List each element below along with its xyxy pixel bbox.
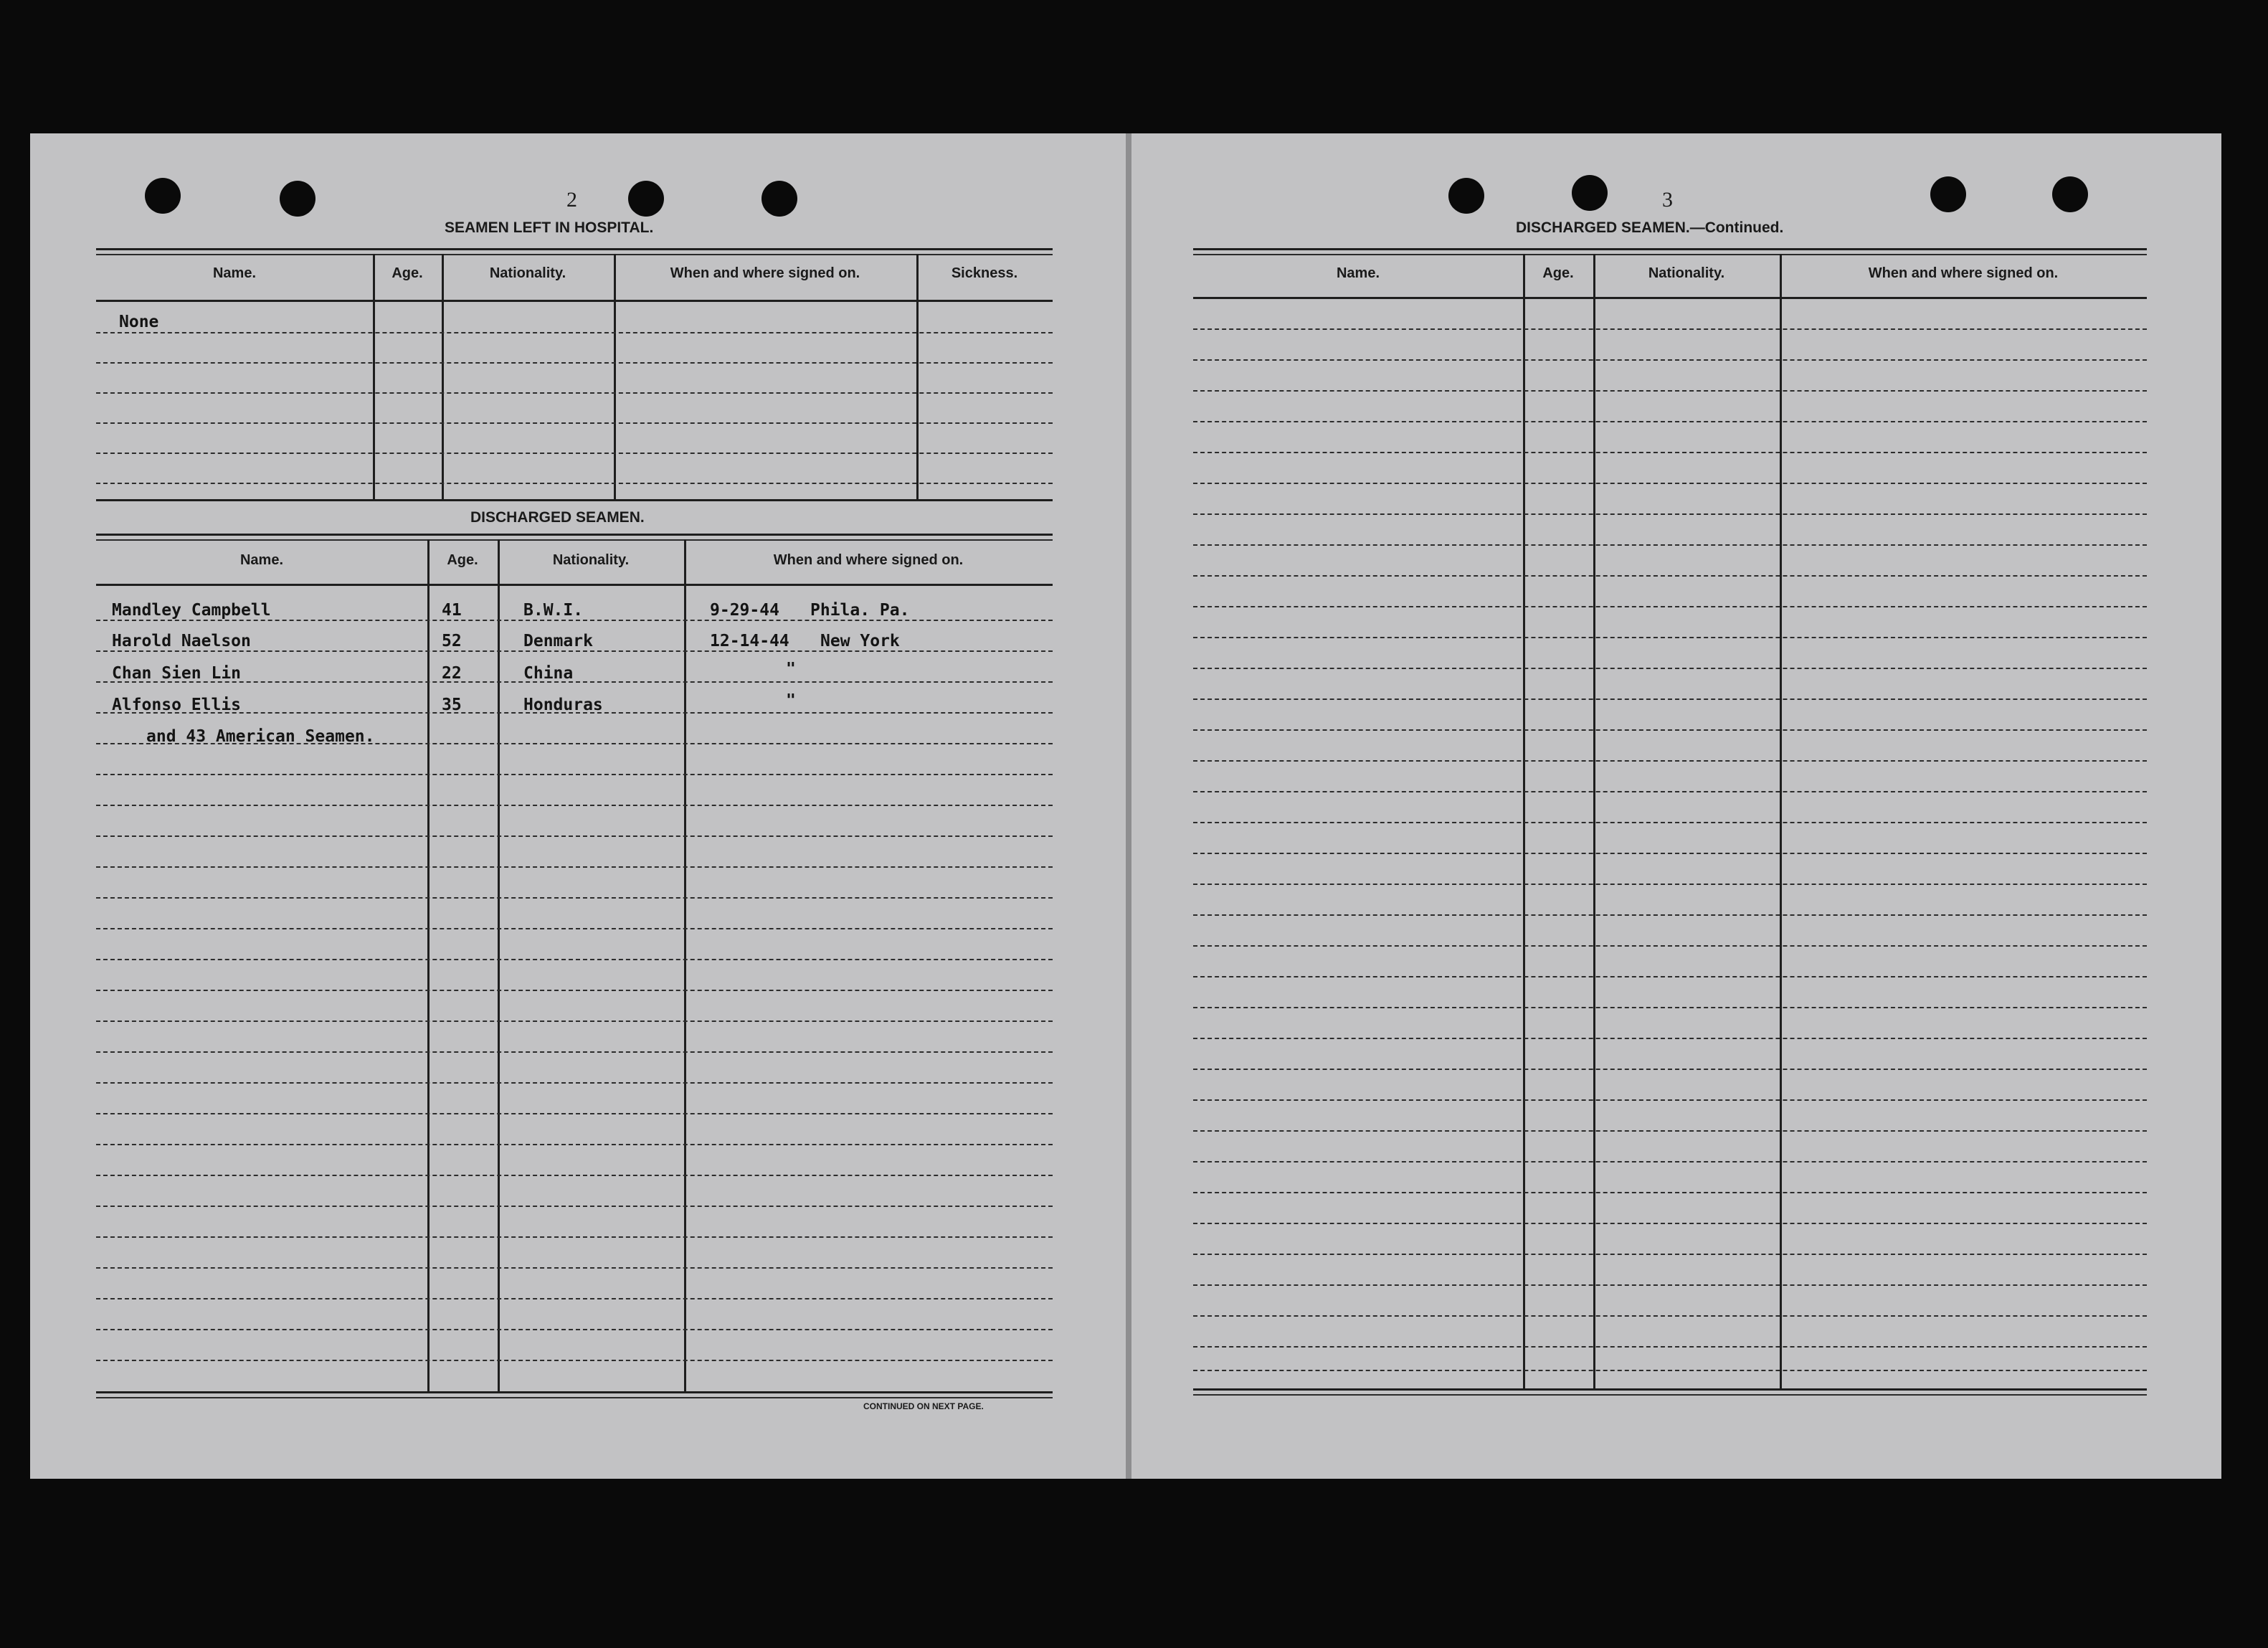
ruled-line	[96, 483, 1053, 484]
ruled-line	[96, 1082, 1053, 1084]
ruled-line	[1193, 1284, 2147, 1286]
punch-hole	[145, 178, 181, 214]
column-header-nationality: Nationality.	[1648, 265, 1725, 281]
ruled-line	[1193, 637, 2147, 638]
ruled-line	[1193, 513, 2147, 515]
ruled-line	[96, 835, 1053, 837]
ruled-line	[1193, 1069, 2147, 1070]
punch-hole	[1572, 175, 1608, 211]
ruled-line	[1193, 729, 2147, 731]
ruled-line	[1193, 359, 2147, 361]
column-header-age: Age.	[1542, 265, 1574, 281]
ruled-line	[96, 362, 1053, 364]
ruled-line	[96, 453, 1053, 454]
column-rule	[373, 254, 375, 499]
seaman-nationality: Denmark	[523, 632, 593, 650]
ruled-line	[96, 1051, 1053, 1053]
ruled-line	[1193, 452, 2147, 453]
table-rule	[96, 300, 1053, 302]
ruled-line	[1193, 760, 2147, 762]
seaman-age: 22	[442, 664, 462, 683]
column-header-signed-on: When and where signed on.	[670, 265, 860, 281]
ruled-line	[1193, 1130, 2147, 1132]
table-rule	[96, 248, 1053, 250]
table-rule	[96, 534, 1053, 536]
table-rule	[96, 539, 1053, 541]
ruled-line	[1193, 421, 2147, 422]
table-rule	[1193, 1388, 2147, 1391]
ruled-line	[1193, 1346, 2147, 1348]
ruled-line	[1193, 1007, 2147, 1008]
ruled-line	[1193, 390, 2147, 392]
column-header-name: Name.	[212, 265, 257, 281]
table-rule	[1193, 297, 2147, 299]
column-header-sickness: Sickness.	[951, 265, 1018, 281]
table-rule	[1193, 1394, 2147, 1396]
table-rule	[96, 584, 1053, 586]
seaman-nationality: China	[523, 664, 574, 683]
punch-hole	[2052, 176, 2088, 212]
seaman-name: Chan Sien Lin	[112, 664, 242, 683]
ruled-line	[96, 928, 1053, 929]
discharged-section-title: DISCHARGED SEAMEN.	[470, 509, 645, 526]
ruled-line	[96, 1175, 1053, 1176]
page-number: 2	[566, 188, 577, 212]
column-header-signed-on: When and where signed on.	[773, 552, 964, 568]
ruled-line	[1193, 1254, 2147, 1255]
column-rule	[916, 254, 919, 499]
signed-on-place: New York	[820, 632, 900, 650]
column-rule	[614, 254, 616, 499]
column-rule	[427, 539, 430, 1391]
ditto-mark: "	[786, 691, 796, 710]
ruled-line	[96, 897, 1053, 899]
ruled-line	[1193, 914, 2147, 916]
signed-on-date: 9-29-44	[710, 601, 779, 620]
ruled-line	[1193, 483, 2147, 484]
column-header-nationality: Nationality.	[489, 265, 566, 281]
ruled-line	[96, 332, 1053, 333]
column-header-age: Age.	[447, 552, 478, 568]
ruled-line	[1193, 884, 2147, 885]
ruled-line	[1193, 1038, 2147, 1039]
seaman-nationality: Honduras	[523, 696, 603, 714]
column-rule	[684, 539, 686, 1391]
table-rule	[96, 1391, 1053, 1393]
ruled-line	[1193, 1161, 2147, 1162]
column-header-age: Age.	[392, 265, 423, 281]
ruled-line	[1193, 668, 2147, 669]
page-number: 3	[1662, 188, 1673, 212]
column-header-name: Name.	[1336, 265, 1380, 281]
ruled-line	[96, 1267, 1053, 1269]
ruled-line	[1193, 1315, 2147, 1317]
ruled-line	[96, 1298, 1053, 1299]
hospital-section-title: SEAMEN LEFT IN HOSPITAL.	[445, 219, 654, 236]
punch-hole	[1930, 176, 1966, 212]
signed-on-place: Phila. Pa.	[810, 601, 910, 620]
signed-on-date: 12-14-44	[710, 632, 789, 650]
table-rule	[96, 254, 1053, 255]
ruled-line	[96, 1144, 1053, 1145]
punch-hole	[628, 181, 664, 217]
ruled-line	[1193, 1370, 2147, 1371]
ruled-line	[1193, 698, 2147, 700]
table-rule	[1193, 248, 2147, 250]
hospital-entry: None	[119, 313, 159, 331]
ruled-line	[1193, 606, 2147, 607]
ruled-line	[1193, 945, 2147, 947]
right-page	[1131, 133, 2221, 1479]
ruled-line	[1193, 544, 2147, 546]
punch-hole	[761, 181, 797, 217]
ruled-line	[1193, 791, 2147, 792]
ruled-line	[96, 774, 1053, 775]
column-header-name: Name.	[239, 552, 284, 568]
ruled-line	[96, 1206, 1053, 1207]
left-page	[30, 133, 1126, 1479]
ruled-line	[1193, 1099, 2147, 1101]
seaman-nationality: B.W.I.	[523, 601, 584, 620]
seaman-age: 35	[442, 696, 462, 714]
seaman-name: Mandley Campbell	[112, 601, 271, 620]
seaman-age: 41	[442, 601, 462, 620]
ruled-line	[96, 620, 1053, 621]
column-rule	[442, 254, 444, 499]
column-header-signed-on: When and where signed on.	[1868, 265, 2059, 281]
table-rule	[96, 1397, 1053, 1398]
table-rule	[96, 499, 1053, 501]
ruled-line	[96, 392, 1053, 394]
ruled-line	[96, 1113, 1053, 1114]
ruled-line	[96, 805, 1053, 806]
ruled-line	[96, 650, 1053, 652]
ruled-line	[1193, 328, 2147, 330]
page-fold	[1126, 133, 1131, 1479]
ruled-line	[96, 1020, 1053, 1022]
ruled-line	[96, 866, 1053, 868]
ruled-line	[96, 990, 1053, 991]
ditto-mark: "	[786, 660, 796, 678]
continued-footer: CONTINUED ON NEXT PAGE.	[863, 1401, 984, 1411]
ruled-line	[96, 1329, 1053, 1330]
table-rule	[1193, 254, 2147, 255]
ruled-line	[96, 1236, 1053, 1238]
seaman-name: Harold Naelson	[112, 632, 251, 650]
ruled-line	[1193, 822, 2147, 823]
column-rule	[498, 539, 500, 1391]
punch-hole	[1448, 178, 1484, 214]
discharged-continued-title: DISCHARGED SEAMEN.—Continued.	[1516, 219, 1784, 236]
ruled-line	[96, 422, 1053, 424]
seaman-age: 52	[442, 632, 462, 650]
ruled-line	[96, 1360, 1053, 1361]
american-seamen-note: and 43 American Seamen.	[146, 727, 375, 746]
ruled-line	[1193, 976, 2147, 977]
ruled-line	[1193, 853, 2147, 854]
ruled-line	[1193, 575, 2147, 577]
ruled-line	[1193, 1192, 2147, 1193]
ruled-line	[96, 959, 1053, 960]
punch-hole	[280, 181, 315, 217]
seaman-name: Alfonso Ellis	[112, 696, 242, 714]
ruled-line	[1193, 1223, 2147, 1224]
column-header-nationality: Nationality.	[552, 552, 630, 568]
